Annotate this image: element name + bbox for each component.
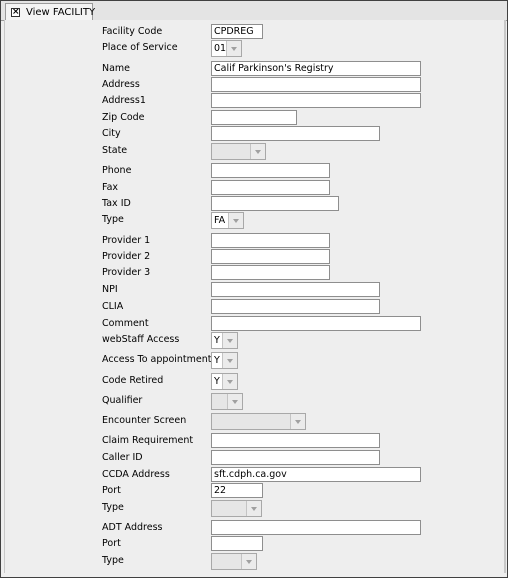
close-icon[interactable]: ×: [12, 7, 20, 17]
encounter-screen-select[interactable]: [211, 413, 306, 430]
phone-label: Phone: [102, 165, 132, 176]
access-to-appointment-label: Access To appointment: [102, 354, 212, 365]
adt-port-label: Port: [102, 538, 121, 549]
chevron-down-icon[interactable]: [250, 144, 265, 159]
address-label: Address: [102, 79, 140, 90]
city-field[interactable]: [211, 126, 380, 141]
zip-code-label: Zip Code: [102, 112, 145, 123]
caller-id-label: Caller ID: [102, 452, 143, 463]
facility-form: [4, 20, 505, 573]
claim-requirement-label: Claim Requirement: [102, 435, 194, 446]
row-npi: [5, 282, 505, 300]
type-value: FA: [214, 215, 226, 226]
row-clia: [5, 299, 505, 317]
row-adt-type: [5, 553, 505, 571]
ccda-type-label: Type: [102, 502, 124, 513]
place-of-service-select[interactable]: [211, 40, 242, 57]
adt-type-select[interactable]: [211, 553, 257, 570]
fax-label: Fax: [102, 182, 119, 193]
adt-address-field[interactable]: [211, 520, 421, 535]
row-ccda-port: [5, 483, 505, 501]
row-webstaff-access: [5, 332, 505, 350]
provider3-label: Provider 3: [102, 267, 151, 278]
adt-port-field[interactable]: [211, 536, 263, 551]
chevron-down-icon[interactable]: [227, 394, 242, 409]
ccda-port-field[interactable]: 22: [211, 483, 263, 498]
code-retired-label: Code Retired: [102, 375, 164, 386]
chevron-down-icon[interactable]: [228, 213, 243, 228]
row-qualifier: [5, 393, 505, 411]
chevron-down-icon[interactable]: [246, 501, 261, 516]
row-state: [5, 143, 505, 161]
row-ccda-type: [5, 500, 505, 518]
panel-edge: [504, 20, 506, 573]
webstaff-access-value: Y: [214, 335, 220, 346]
ccda-address-field[interactable]: sft.cdph.ca.gov: [211, 467, 421, 482]
zip-code-field[interactable]: [211, 110, 297, 125]
row-encounter-screen: [5, 413, 505, 431]
facility-code-field[interactable]: CPDREG: [211, 24, 263, 39]
city-label: City: [102, 128, 121, 139]
place-of-service-label: Place of Service: [102, 42, 178, 53]
row-access-to-appointment: [5, 352, 505, 370]
row-code-retired: [5, 373, 505, 391]
access-to-appointment-select[interactable]: [211, 352, 238, 369]
caller-id-field[interactable]: [211, 450, 380, 465]
tab-title: View FACILITY: [26, 7, 96, 18]
comment-label: Comment: [102, 318, 149, 329]
npi-label: NPI: [102, 284, 118, 295]
row-caller-id: [5, 450, 505, 468]
phone-field[interactable]: [211, 163, 330, 178]
webstaff-access-label: webStaff Access: [102, 334, 180, 345]
chevron-down-icon[interactable]: [222, 374, 237, 389]
chevron-down-icon[interactable]: [226, 41, 241, 56]
provider1-field[interactable]: [211, 233, 330, 248]
chevron-down-icon[interactable]: [222, 353, 237, 368]
tax-id-field[interactable]: [211, 196, 339, 211]
access-to-appointment-value: Y: [214, 355, 220, 366]
row-address1: [5, 93, 505, 111]
row-city: [5, 126, 505, 144]
provider1-label: Provider 1: [102, 235, 151, 246]
name-field[interactable]: Calif Parkinson's Registry: [211, 61, 421, 76]
row-phone: [5, 163, 505, 181]
npi-field[interactable]: [211, 282, 380, 297]
code-retired-select[interactable]: [211, 373, 238, 390]
ccda-type-select[interactable]: [211, 500, 262, 517]
comment-field[interactable]: [211, 316, 421, 331]
webstaff-access-select[interactable]: [211, 332, 238, 349]
chevron-down-icon[interactable]: [241, 554, 256, 569]
ccda-port-label: Port: [102, 485, 121, 496]
row-place-of-service: [5, 40, 505, 58]
address1-label: Address1: [102, 95, 146, 106]
address1-field[interactable]: [211, 93, 421, 108]
adt-address-label: ADT Address: [102, 522, 163, 533]
place-of-service-value: 01: [214, 43, 227, 54]
claim-requirement-field[interactable]: [211, 433, 380, 448]
type-select[interactable]: [211, 212, 244, 229]
clia-field[interactable]: [211, 299, 380, 314]
row-provider3: [5, 265, 505, 283]
code-retired-value: Y: [214, 376, 220, 387]
type-label: Type: [102, 214, 124, 225]
chevron-down-icon[interactable]: [290, 414, 305, 429]
provider3-field[interactable]: [211, 265, 330, 280]
chevron-down-icon[interactable]: [222, 333, 237, 348]
address-field[interactable]: [211, 77, 421, 92]
adt-type-label: Type: [102, 555, 124, 566]
clia-label: CLIA: [102, 301, 124, 312]
qualifier-label: Qualifier: [102, 395, 143, 406]
row-type: [5, 212, 505, 230]
row-adt-port: [5, 536, 505, 554]
fax-field[interactable]: [211, 180, 330, 195]
tab-bar: [1, 1, 507, 21]
qualifier-select[interactable]: [211, 393, 243, 410]
encounter-screen-label: Encounter Screen: [102, 415, 187, 426]
facility-code-label: Facility Code: [102, 26, 163, 37]
tab-view-facility[interactable]: [5, 3, 96, 20]
state-label: State: [102, 145, 128, 156]
tax-id-label: Tax ID: [102, 198, 131, 209]
ccda-address-label: CCDA Address: [102, 469, 170, 480]
provider2-label: Provider 2: [102, 251, 151, 262]
provider2-field[interactable]: [211, 249, 330, 264]
state-select[interactable]: [211, 143, 266, 160]
row-claim-requirement: [5, 433, 505, 451]
name-label: Name: [102, 63, 131, 74]
